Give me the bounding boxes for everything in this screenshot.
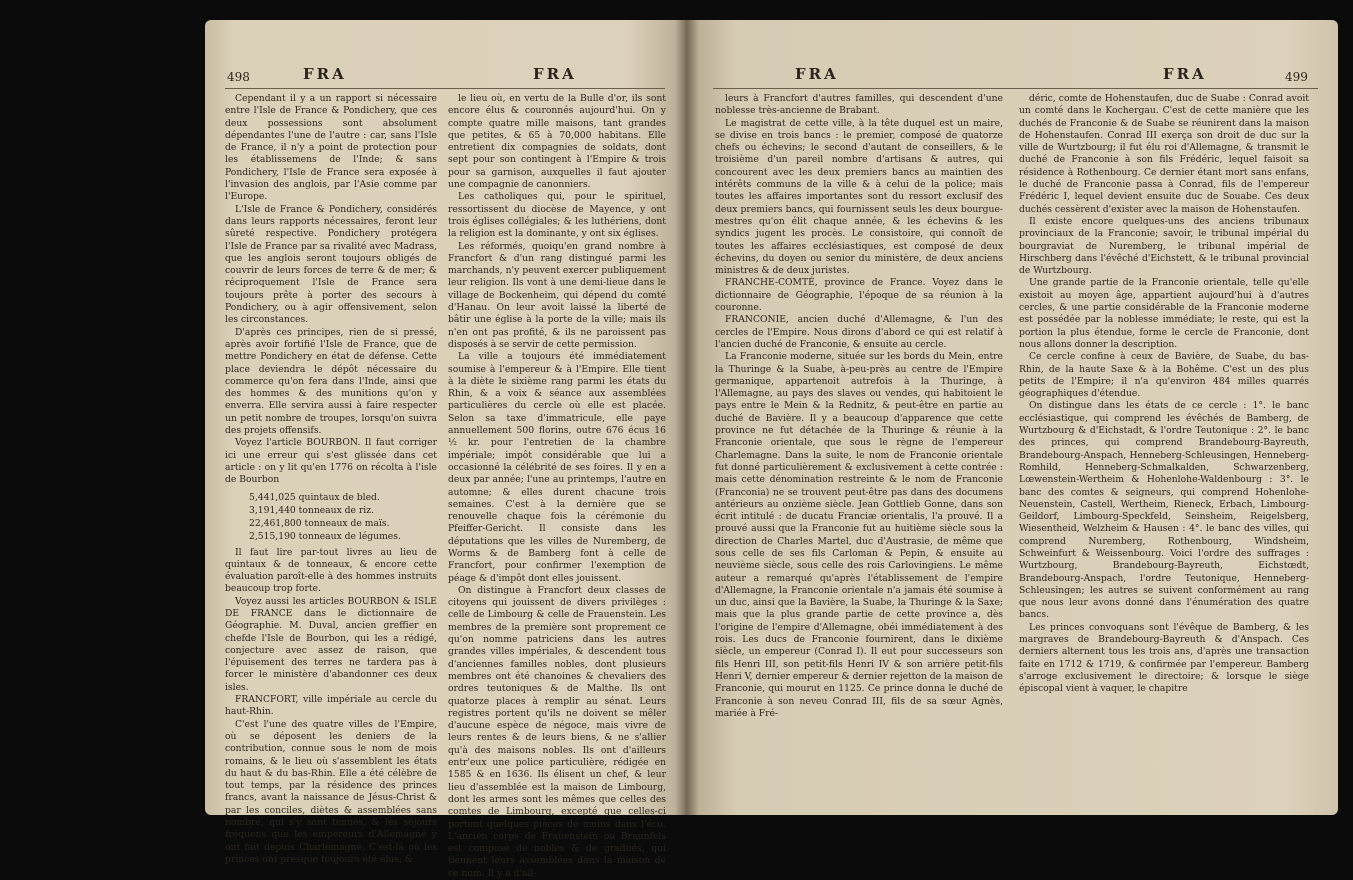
- paragraph: le lieu où, en vertu de la Bulle d'or, ils sont encore élus & couronnés aujourd'hui. On y compte quatre mille maisons, tant grandes que petites, & 65 à 70,000 habitans. Elle entretient dix compagnies de soldats, dont sept pour son contingent à l'Empire & trois pour sa garnison, auxquelles il faut ajouter une compagnie de canonniers.: [448, 93, 666, 191]
- paragraph: Les réformés, quoiqu'en grand nombre à Francfort & d'un rang distingué parmi les marchands, n'y peuvent exercer publiquement leur religion. Ils vont à une demi-lieue dans le village de Bockenheim, qui dépend du comté d'Hanau. On leur avoit laissé la liberté de bâtir une église à la porte de la ville; mais ils n'en ont pas profité, & ils ne paroissent pas disposés à se servir de cette permission.: [448, 240, 666, 350]
- page-number: 499: [1285, 70, 1308, 84]
- text-column-1: [715, 93, 1003, 798]
- quantity-line: 5,441,025 quintaux de bled.: [249, 491, 380, 503]
- running-header: FRA: [533, 65, 577, 83]
- paragraph: Une grande partie de la Franconie orientale, telle qu'elle existoit au moyen âge, appartient aujourd'hui à d'autres cercles, & une partie considérable de la Franconie moderne est possédée par la noblesse immédiate; le reste, qui est la portion la plus étendue, forme le cercle de Franconie, dont nous allons donner la description.: [1019, 277, 1309, 350]
- text-column-2: [1019, 93, 1309, 798]
- paragraph: On distingue à Francfort deux classes de citoyens qui jouissent de divers privilèges : celle de Limbourg & celle de Frauenstein. Les membres de la première sont proprement ce qu'on nomme patriciens dans les autres grandes villes impériales, & descendent tous d'anciennes familles nobles, dont plusieurs membres ont été chanoines & chevaliers des ordres teutoniques & de Malthe. Ils ont quatorze places à remplir au sénat. Leurs registres portent qu'ils ne doivent se mêler d'aucune espèce de négoce, mais vivre de leurs rentes & de leurs biens, & ne s'allier qu'à des maisons nobles. Ils ont d'ailleurs entr'eux une police particulière, rédigée en 1585 & en 1636. Ils élisent un chef, & leur lieu d'assemblée est la maison de Limbourg, dont les armes sont les mêmes que celles des comtes de Limbourg, excepté que celles-ci portent quelques pièces de moins dans l'écu. L'ancien corps de Frauenstein ou Braunfels est composé de nobles & de gradués, qui tiennent leurs assemblées dans la maison de ce nom. Il y a d'ail-: [448, 584, 666, 879]
- header-rule: [225, 88, 665, 89]
- running-header: FRA: [303, 65, 347, 83]
- paragraph: La ville a toujours été immédiatement soumise à l'empereur & à l'Empire. Elle tient à la diète le sixième rang parmi les états du Rhin, & a voix & séance aux assemblées particulières du cercle où elle est placée. Selon sa taxe d'immatricule, elle paye annuellement 500 florins, outre 676 écus 16 ½ kr. pour l'entretien de la chambre impériale; impôt considérable que lui a occasionné la célébrité de ses foires. Il y en a deux par année; l'une au printemps, l'autre en automne; & elles durent chacune trois semaines. C'est à la dernière que se renouvelle chaque fois la cérémonie du Pfeiffer-Gericht. Il consiste dans les députations que les villes de Nuremberg, de Worms & de Bamberg font à celle de Francfort, pour confirmer l'exemption de péage & d'impôt dont elles jouissent.: [448, 351, 666, 584]
- paragraph: Il faut lire par-tout livres au lieu de quintaux & de tonneaux, & encore cette évaluation paroît-elle à des hommes instruits beaucoup trop forte.: [225, 546, 437, 595]
- open-book: [205, 20, 1338, 879]
- book-gutter: [675, 20, 699, 815]
- paragraph: On distingue dans les états de ce cercle : 1°. le banc ecclésiastique, qui comprend les évêchés de Bamberg, de Wurtzbourg & d'Eichstadt, & l'ordre Teutonique : 2°. le banc des princes, qui comprend Brandebourg-Bayreuth, Brandebourg-Anspach, Henneberg-Schleusingen, Henneberg-Romhild, Henneberg-Schmalkalden, Schwarzenberg, Lœwenstein-Wertheim & Hohenlohe-Waldenbourg : 3°. le banc des comtes & seigneurs, qui comprend Hohenlohe-Neuenstein, Castell, Wertheim, Rieneck, Erbach, Limbourg-Geildorf, Limbourg-Speckfeld, Seinsheim, Reigelsberg, Wiesentheid, Welzheim & Hausen : 4°. le banc des villes, qui comprend Nuremberg, Rothenbourg, Windsheim, Schweinfurt & Weissenbourg. Voici l'ordre des suffrages : Wurtzbourg, Brandebourg-Bayreuth, Eichstœdt, Brandebourg-Anspach, l'ordre Teutonique, Henneberg-Schleusingen; les autres se suivent conformément au rang que nous leur avons donné dans l'énumération des quatre bancs.: [1019, 400, 1309, 621]
- paragraph: leurs à Francfort d'autres familles, qui descendent d'une noblesse très-ancienne de Brabant.: [715, 93, 1003, 117]
- header-rule: [713, 88, 1318, 89]
- text-column-2: [448, 93, 666, 879]
- paragraph: Voyez l'article BOURBON. Il faut corriger ici une erreur qui s'est glissée dans cet article : on y lit qu'en 1776 on récolta à l'isle de Bourbon: [225, 437, 437, 486]
- text-column-1: [225, 93, 437, 865]
- paragraph: Les catholiques qui, pour le spirituel, ressortissent du diocèse de Mayence, y ont trois églises collégiales; & les luthériens, dont la religion est la dominante, y ont six églises.: [448, 191, 666, 240]
- paragraph: déric, comte de Hohenstaufen, duc de Suabe : Conrad avoit un comté dans le Kochergau. C'est de cette manière que les duchés de Franconie & de Suabe se réunirent dans la maison de Hohenstaufen. Conrad III exerça son droit de duc sur la ville de Wurtzbourg; il fut élu roi d'Allemagne, & transmit le duché de Franconie à son fils Frédéric, lequel faisoit sa résidence à Rothenbourg. Ce dernier étant mort sans enfans, le duché de Franconie passa à Conrad, fils de l'empereur Frédéric I, lequel devient ensuite duc de Souabe. Ces deux duchés cessèrent d'exister avec la maison de Hohenstaufen.: [1019, 93, 1309, 215]
- paragraph: Cependant il y a un rapport si nécessaire entre l'Isle de France & Pondichery, que ces deux possessions sont absolument dépendantes l'une de l'autre : car, sans l'Isle de France, il n'y a point de protection pour les établissemens de l'Inde; & sans Pondichery, l'Isle de France sera exposée à l'invasion des anglois, par l'Asie comme par l'Europe.: [225, 93, 437, 203]
- quantity-line: 22,461,800 tonneaux de maïs.: [249, 517, 390, 529]
- quantity-line: 3,191,440 tonneaux de riz.: [249, 504, 375, 516]
- right-page: [685, 20, 1338, 815]
- paragraph: FRANCHE-COMTÉ, province de France. Voyez dans le dictionnaire de Géographie, l'époque de sa réunion à la couronne.: [715, 277, 1003, 314]
- paragraph: Il existe encore quelques-uns des anciens tribunaux provinciaux de la Franconie; savoir, le tribunal impérial du bourgraviat de Nuremberg, le tribunal impérial de Hirschberg dans l'évêché d'Eichstett, & le tribunal provincial de Wurtzbourg.: [1019, 215, 1309, 277]
- quantity-line: 2,515,190 tonneaux de légumes.: [249, 530, 401, 542]
- running-header: FRA: [1163, 65, 1207, 83]
- running-header: FRA: [795, 65, 839, 83]
- paragraph: La Franconie moderne, située sur les bords du Mein, entre la Thuringe & la Suabe, à-peu-près au centre de l'Empire germanique, appartenoit autrefois à la Thuringe, à l'Allemagne, au pays des slaves ou vendes, qui habitoient le pays entre le Mein & la Rednitz, & peut-être en partie au duché de Bavière. Il y a beaucoup d'apparence que cette province ne fut détachée de la Thuringe & réunie à la Franconie orientale, que sous le règne de l'empereur Charlemagne. Dans la suite, le nom de Franconie orientale fut donné particulièrement & exclusivement à cette contrée : mais cette dénomination restreinte & le nom de Franconie (Franconia) ne se trouvent peut-être pas dans des documens antérieurs au onzième siècle. Jean Gottlieb Gonne, dans son écrit intitulé : de ducatu Franciæ orientalis, l'a prouvé. Il a prouvé aussi que la Franconie fut au huitième siècle sous la direction de Charles Martel, duc d'Austrasie, de même que sous celle de ses fils Carloman & Pepin, & ensuite au neuvième siècle, sous celle des rois Carlovingiens. Le même auteur a remarqué qu'après l'établissement de l'empire d'Allemagne, la Franconie orientale n'a jamais été soumise à un duc, ainsi que la Bavière, la Suabe, la Thuringe & la Saxe; mais que la plus grande partie de cette province a, dès l'origine de l'empire d'Allemagne, obéi immédiatement à des rois. Les ducs de Franconie fournirent, dans le dixième siècle, un empereur (Conrad I). Il eut pour successeurs son fils Henri III, son petit-fils Henri IV & son arrière petit-fils Henri V, dernier empereur & dernier rejetton de la maison de Franconie, qui mourut en 1125. Ce prince donna le duché de Franconie à son neveu Conrad III, fils de sa sœur Agnès, mariée à Fré-: [715, 351, 1003, 719]
- paragraph: Voyez aussi les articles BOURBON & ISLE DE FRANCE dans le dictionnaire de Géographie. M. Duval, ancien greffier en chefde l'Isle de Bourbon, qui les a rédigé, conjecture avec assez de raison, que l'épuisement des terres ne tardera pas à forcer le ministère d'abandonner ces deux isles.: [225, 595, 437, 693]
- paragraph: L'Isle de France & Pondichery, considérés dans leurs rapports nécessaires, feront leur sûreté respective. Pondichery protégera l'Isle de France par sa rivalité avec Madrass, que les anglois seront toujours obligés de couvrir de leurs forces de terre & de mer; & réciproquement l'Isle de France sera toujours prête à porter des secours à Pondichery, ou à agir offensivement, selon les circonstances.: [225, 203, 437, 326]
- paragraph: D'après ces principes, rien de si pressé, après avoir fortifié l'Isle de France, que de mettre Pondichery en état de défense. Cette place deviendra le dépôt nécessaire du commerce qu'on fera dans l'Inde, ainsi que des hommes & des munitions qu'on y enverra. Elle servira aussi à faire respecter un petit nombre de troupes, lorsqu'on suivra des projets offensifs.: [225, 326, 437, 437]
- paragraph: FRANCONIE, ancien duché d'Allemagne, & l'un des cercles de l'Empire. Nous dirons d'abord ce qui est relatif à l'ancien duché de Franconie, & ensuite au cercle.: [715, 314, 1003, 350]
- page-number: 498: [227, 70, 250, 84]
- paragraph: Les princes convoquans sont l'évêque de Bamberg, & les margraves de Brandebourg-Bayreuth & d'Anspach. Ces derniers alternent tous les trois ans, d'après une transaction faite en 1712 & 1719, & confirmée par l'empereur. Bamberg s'arroge exclusivement le directoire; & lorsque le siège épiscopal vient à vaquer, le chapitre: [1019, 621, 1309, 695]
- left-page: [205, 20, 685, 879]
- paragraph: C'est l'une des quatre villes de l'Empire, où se déposent les deniers de la contribution, connue sous le nom de mois romains, & le lieu où s'assemblent les états du haut & du bas-Rhin. Elle a été célèbre de tout temps, par la résidence des princes francs, avant la naissance de Jésus-Christ & par les conciles, diètes & assemblées sans nombre, qui s'y sont tenues, & les séjours fréquens que les empereurs d'Allemagne y ont fait depuis Charlemagne. C'est-là où les princes ont presque toujours été élus, &: [225, 718, 437, 865]
- paragraph: Ce cercle confine à ceux de Bavière, de Suabe, du bas-Rhin, de la haute Saxe & à la Bohême. C'est un des plus petits de l'Empire; il n'a qu'environ 484 milles quarrés géographiques d'étendue.: [1019, 351, 1309, 400]
- quantity-list: [249, 491, 437, 543]
- paragraph: FRANCFORT, ville impériale au cercle du haut-Rhin.: [225, 694, 437, 718]
- paragraph: Le magistrat de cette ville, à la tête duquel est un maire, se divise en trois bancs : le premier, composé de quatorze chefs ou échevins; le second d'autant de conseillers, & le troisième d'un pareil nombre d'artisans & autres, qui concourent avec les deux premiers bancs au maintien des intérêts communs de la ville & à celui de la police; mais toutes les affaires importantes sont du ressort exclusif des deux premiers bancs, qui fournissent seuls les deux bourgue-mestres qu'on élit chaque année, & les échevins & les syndics jugent les procès. Le consistoire, qui connoît de toutes les affaires ecclésiastiques, est composé de deux échevins, du doyen ou senior du ministère, de deux anciens ministres & de deux juristes.: [715, 117, 1003, 277]
